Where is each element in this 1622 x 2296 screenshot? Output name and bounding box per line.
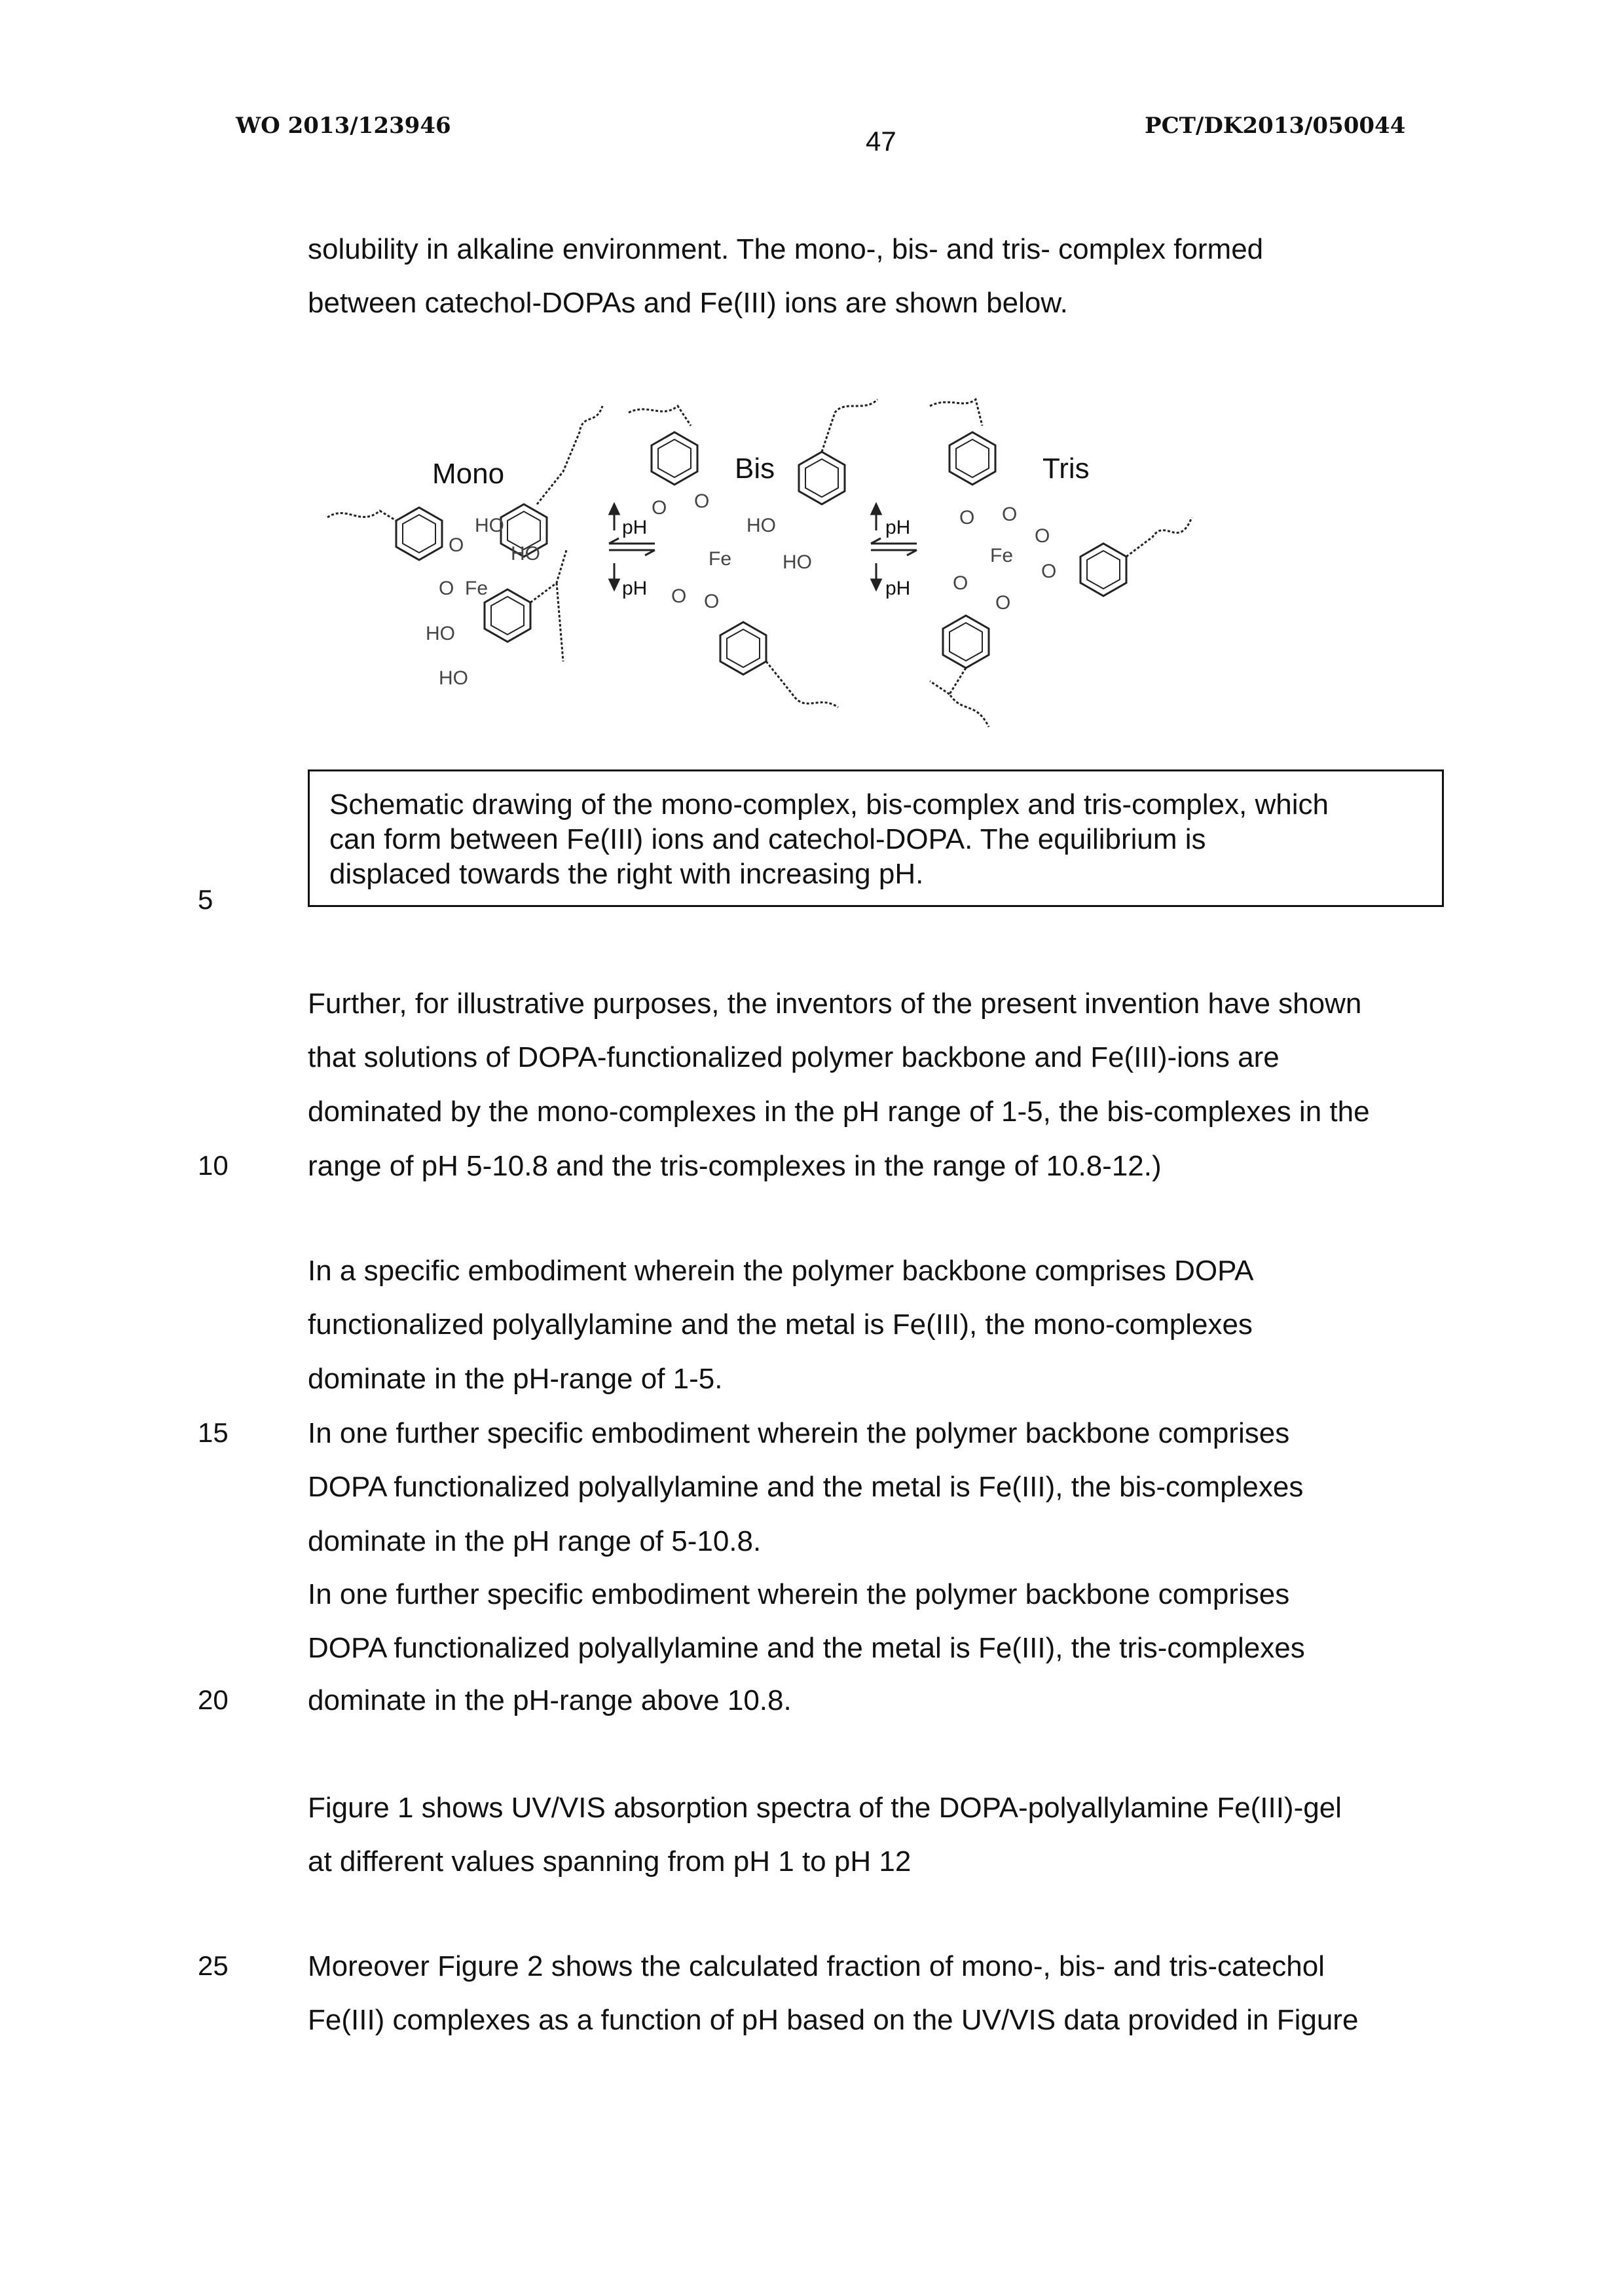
paragraph-line: functionalized polyallylamine and the metal is Fe(III), the mono-complexes bbox=[308, 1308, 1253, 1341]
page-number: 47 bbox=[866, 126, 896, 157]
paragraph-line: DOPA functionalized polyallylamine and the metal is Fe(III), the tris-complexes bbox=[308, 1632, 1305, 1664]
o-atom: O bbox=[704, 591, 720, 612]
intro-line: solubility in alkaline environment. The mono-, bis- and tris- complex formed bbox=[308, 233, 1264, 265]
caption-line: displaced towards the right with increasing pH. bbox=[329, 858, 924, 890]
caption-line: Schematic drawing of the mono-complex, bis-complex and tris-complex, which bbox=[329, 788, 1329, 821]
ho-group: HO bbox=[439, 667, 468, 689]
o-atom: O bbox=[1002, 504, 1018, 525]
intro-line: between catechol-DOPAs and Fe(III) ions are shown below. bbox=[308, 287, 1068, 319]
bis-label: Bis bbox=[735, 453, 775, 485]
line-number: 10 bbox=[198, 1150, 229, 1181]
o-atom: O bbox=[439, 578, 454, 599]
mono-complex-structure bbox=[327, 406, 602, 689]
o-atom: O bbox=[449, 534, 464, 556]
o-atom: O bbox=[652, 497, 667, 519]
paragraph-line: dominated by the mono-complexes in the pH range of 1-5, the bis-complexes in the bbox=[308, 1096, 1370, 1128]
fe-atom: Fe bbox=[990, 545, 1014, 566]
paragraph-line: In one further specific embodiment wherein the polymer backbone comprises bbox=[308, 1417, 1290, 1449]
caption-line: can form between Fe(III) ions and catechol-DOPA. The equilibrium is bbox=[329, 823, 1206, 855]
fe-atom: Fe bbox=[465, 578, 488, 599]
paragraph-line: dominate in the pH-range of 1-5. bbox=[308, 1363, 723, 1395]
ph-label: pH bbox=[622, 517, 648, 538]
o-atom: O bbox=[953, 572, 968, 594]
o-atom: O bbox=[995, 592, 1011, 614]
equilibrium-arrows-bis-tris bbox=[871, 504, 917, 599]
ho-group: HO bbox=[426, 623, 455, 644]
paragraph-line: Moreover Figure 2 shows the calculated fraction of mono-, bis- and tris-catechol bbox=[308, 1950, 1325, 1982]
paragraph-line: In a specific embodiment wherein the polymer backbone comprises DOPA bbox=[308, 1255, 1254, 1287]
paragraph-line: at different values spanning from pH 1 to pH 12 bbox=[308, 1845, 912, 1878]
o-atom: O bbox=[1041, 561, 1057, 582]
line-number: 5 bbox=[198, 884, 213, 915]
ho-group: HO bbox=[746, 515, 776, 536]
ph-label: pH bbox=[622, 578, 648, 599]
ho-group: HO bbox=[783, 551, 812, 573]
ho-group: HO bbox=[511, 543, 540, 565]
line-number: 25 bbox=[198, 1950, 229, 1981]
tris-label: Tris bbox=[1042, 453, 1090, 485]
ho-group: HO bbox=[475, 515, 504, 536]
paragraph-line: dominate in the pH range of 5-10.8. bbox=[308, 1525, 762, 1557]
o-atom: O bbox=[959, 507, 975, 528]
figure-caption bbox=[308, 769, 1444, 907]
ph-label: pH bbox=[885, 578, 911, 599]
complex-scheme-figure bbox=[321, 386, 1238, 753]
ph-label: pH bbox=[885, 517, 911, 538]
paragraph-line: DOPA functionalized polyallylamine and the metal is Fe(III), the bis-complexes bbox=[308, 1471, 1304, 1503]
paragraph-line: dominate in the pH-range above 10.8. bbox=[308, 1684, 792, 1716]
paragraph-line: range of pH 5-10.8 and the tris-complexes in the range of 10.8-12.) bbox=[308, 1150, 1162, 1182]
line-number: 20 bbox=[198, 1684, 229, 1715]
publication-number: WO 2013/123946 bbox=[236, 113, 451, 139]
paragraph-line: that solutions of DOPA-functionalized polymer backbone and Fe(III)-ions are bbox=[308, 1041, 1280, 1073]
o-atom: O bbox=[694, 491, 710, 512]
line-number: 15 bbox=[198, 1417, 229, 1448]
paragraph-line: Further, for illustrative purposes, the inventors of the present invention have shown bbox=[308, 988, 1362, 1020]
equilibrium-arrows-mono-bis bbox=[609, 504, 655, 599]
paragraph-line: Figure 1 shows UV/VIS absorption spectra of the DOPA-polyallylamine Fe(III)-gel bbox=[308, 1792, 1342, 1824]
fe-atom: Fe bbox=[709, 548, 732, 570]
tris-complex-structure bbox=[930, 399, 1192, 727]
paragraph-line: In one further specific embodiment wherein the polymer backbone comprises bbox=[308, 1578, 1290, 1610]
mono-label: Mono bbox=[432, 458, 505, 490]
paragraph-line: Fe(III) complexes as a function of pH based on the UV/VIS data provided in Figure bbox=[308, 2004, 1359, 2036]
bis-complex-structure bbox=[629, 399, 877, 707]
o-atom: O bbox=[671, 585, 687, 607]
o-atom: O bbox=[1035, 525, 1050, 547]
application-number: PCT/DK2013/050044 bbox=[1145, 113, 1406, 139]
